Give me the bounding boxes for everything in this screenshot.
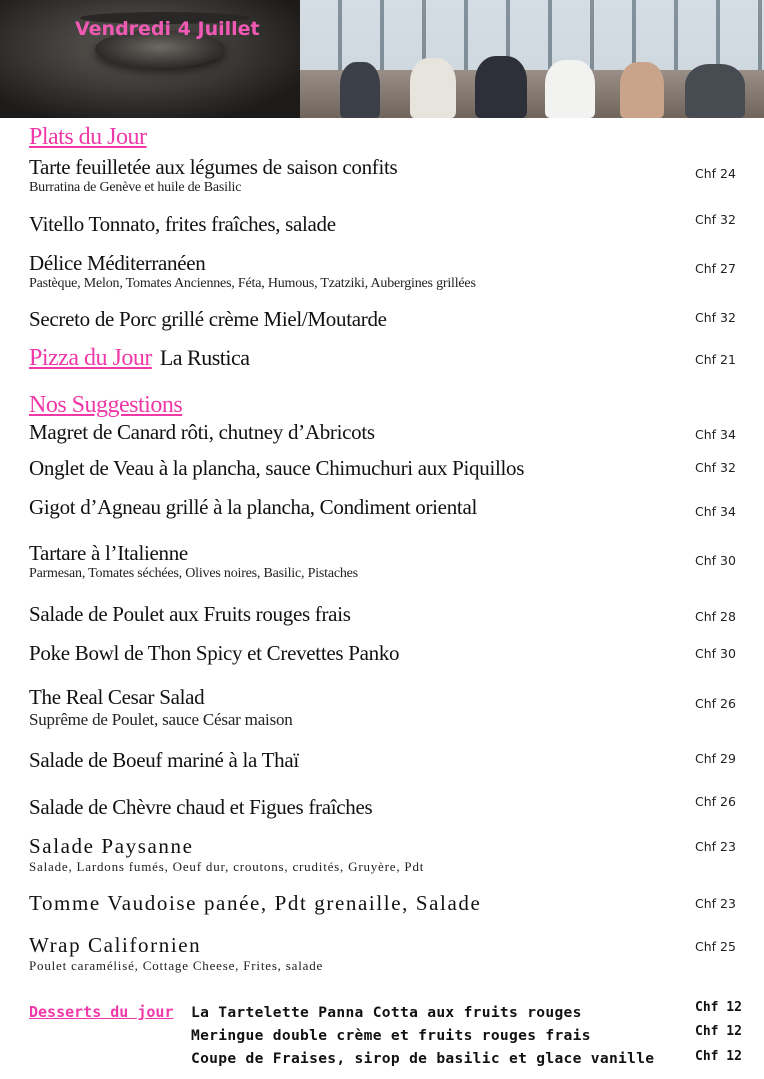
menu-item bbox=[29, 834, 689, 875]
diner-figure bbox=[545, 60, 595, 118]
dish-title: Vitello Tonnato, frites fraîches, salade bbox=[29, 212, 336, 236]
menu-item bbox=[29, 495, 689, 519]
dish-description: Burratina de Genève et huile de Basilic bbox=[29, 180, 242, 195]
dish-title: Poke Bowl de Thon Spicy et Crevettes Panko bbox=[29, 641, 400, 665]
dish-price: Chf 34 bbox=[695, 504, 736, 519]
dish-price: Chf 26 bbox=[695, 794, 736, 809]
dish-price: Chf 32 bbox=[695, 460, 736, 475]
dessert-item: Meringue double crème et fruits rouges frais bbox=[191, 1027, 591, 1044]
section-heading-pizza bbox=[29, 345, 250, 372]
menu-date: Vendredi 4 Juillet bbox=[75, 18, 260, 40]
dish-title: Salade Paysanne bbox=[29, 834, 194, 858]
dish-description: Pastèque, Melon, Tomates Anciennes, Féta, Humous, Tzatziki, Aubergines grillées bbox=[29, 276, 476, 291]
terrace-scene bbox=[300, 70, 764, 118]
dish-price: Chf 30 bbox=[695, 646, 736, 661]
dish-title: Secreto de Porc grillé crème Miel/Moutarde bbox=[29, 307, 387, 331]
menu-item bbox=[29, 602, 689, 626]
dessert-item: La Tartelette Panna Cotta aux fruits rouges bbox=[191, 1004, 582, 1021]
pizza-price: Chf 21 bbox=[695, 352, 736, 367]
dish-title: Délice Méditerranéen bbox=[29, 251, 206, 275]
menu-item bbox=[29, 251, 689, 292]
menu-item bbox=[29, 933, 689, 974]
section-heading-suggestions: Nos Suggestions bbox=[29, 392, 183, 418]
dessert-price: Chf 12 bbox=[695, 1049, 742, 1064]
dish-price: Chf 24 bbox=[695, 166, 736, 181]
menu-item bbox=[29, 541, 689, 582]
menu-item bbox=[29, 685, 689, 730]
dessert-price: Chf 12 bbox=[695, 1000, 742, 1015]
dish-price: Chf 28 bbox=[695, 609, 736, 624]
dish-title: Tartare à l’Italienne bbox=[29, 541, 188, 565]
diner-figure bbox=[410, 58, 456, 118]
section-heading-plats: Plats du Jour bbox=[29, 124, 147, 150]
building-facade bbox=[300, 0, 764, 70]
dish-price: Chf 27 bbox=[695, 261, 736, 276]
dish-price: Chf 32 bbox=[695, 212, 736, 227]
dish-description: Poulet caramélisé, Cottage Cheese, Frites, salade bbox=[29, 958, 324, 973]
dish-price: Chf 23 bbox=[695, 839, 736, 854]
dish-description: Salade, Lardons fumés, Oeuf dur, croutons, crudités, Gruyère, Pdt bbox=[29, 859, 425, 874]
header-banner bbox=[0, 0, 764, 118]
dessert-item: Coupe de Fraises, sirop de basilic et glace vanille bbox=[191, 1050, 655, 1067]
dish-price: Chf 32 bbox=[695, 310, 736, 325]
dish-price: Chf 26 bbox=[695, 696, 736, 711]
menu-item bbox=[29, 307, 689, 331]
dish-title: Gigot d’Agneau grillé à la plancha, Condiment oriental bbox=[29, 495, 477, 519]
dish-price: Chf 23 bbox=[695, 896, 736, 911]
menu-item bbox=[29, 155, 689, 196]
diner-figure bbox=[685, 64, 745, 118]
dish-title: Wrap Californien bbox=[29, 933, 202, 957]
menu-item bbox=[29, 891, 689, 915]
diner-figure bbox=[475, 56, 527, 118]
dish-price: Chf 25 bbox=[695, 939, 736, 954]
menu-item bbox=[29, 795, 689, 819]
menu-item bbox=[29, 748, 689, 772]
dish-title: Salade de Boeuf mariné à la Thaï bbox=[29, 748, 299, 772]
diner-figure bbox=[340, 62, 380, 118]
dessert-price: Chf 12 bbox=[695, 1024, 742, 1039]
dish-description: Suprême de Poulet, sauce César maison bbox=[29, 710, 293, 729]
dish-description: Parmesan, Tomates séchées, Olives noires, Basilic, Pistaches bbox=[29, 566, 358, 581]
dish-title: Salade de Poulet aux Fruits rouges frais bbox=[29, 602, 351, 626]
section-heading-desserts: Desserts du jour bbox=[29, 1003, 174, 1021]
dish-price: Chf 30 bbox=[695, 553, 736, 568]
dish-title: Magret de Canard rôti, chutney d’Abricots bbox=[29, 420, 375, 444]
menu-item bbox=[29, 456, 689, 480]
dish-title: Onglet de Veau à la plancha, sauce Chimuchuri aux Piquillos bbox=[29, 456, 525, 480]
dish-title: Tomme Vaudoise panée, Pdt grenaille, Salade bbox=[29, 891, 482, 915]
diner-figure bbox=[620, 62, 664, 118]
dish-price: Chf 34 bbox=[695, 427, 736, 442]
dish-title: Salade de Chèvre chaud et Figues fraîches bbox=[29, 795, 373, 819]
dish-price: Chf 29 bbox=[695, 751, 736, 766]
menu-item bbox=[29, 212, 689, 236]
pizza-name: La Rustica bbox=[159, 345, 250, 370]
dish-title: Tarte feuilletée aux légumes de saison confits bbox=[29, 155, 398, 179]
menu-item bbox=[29, 420, 689, 444]
dish-title: The Real Cesar Salad bbox=[29, 685, 205, 709]
menu-item bbox=[29, 641, 689, 665]
pizza-heading-label: Pizza du Jour bbox=[29, 345, 152, 371]
